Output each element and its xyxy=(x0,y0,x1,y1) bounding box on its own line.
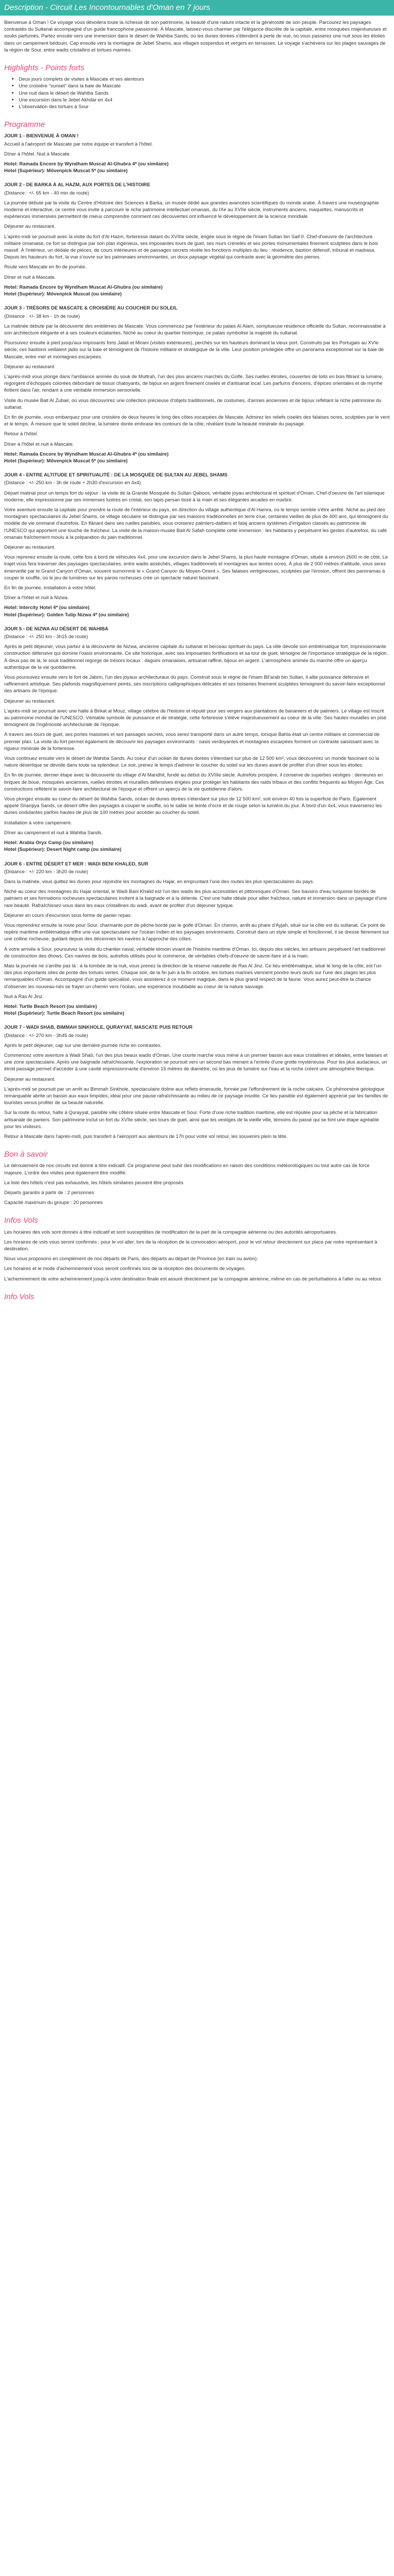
day-paragraph: Déjeuner au restaurant. xyxy=(4,363,56,369)
day-paragraph: Vous reprenez ensuite la route, cette fois à bord de véhicules 4x4, pour une excursion dans le Jebel Shams, la plus haute montagne d'Oman, située à environ 2600 m de côté. Le trajet vous fera traverser des paysages spectaculaires, entre wadis asséchés, villages traditionnels et montagnes aux teintes ocres. À plus de 2 000 mètres d'altitude, vous serez émerveillé par le Grand Canyon d'Oman, souvent surnommé le « Grand Canyon du Moyen-Orient ». Ses falaises vertigineuses, sculptées par l'érosion, offrent des panoramas à couper le souffle, où le jeu de lumières sur les parois rocheuses crée un spectacle naturel fascinant. xyxy=(4,554,388,580)
content xyxy=(0,16,394,1311)
day-hotel-superieur: Hotel (Supérieur): Desert Night camp (ou similaire) xyxy=(4,846,122,852)
day-title: JOUR 3 - TRÉSORS DE MASCATE & CROISIÈRE AU COUCHER DU SOLEIL xyxy=(4,305,178,311)
highlight-item: • Deux jours complets de visites à Mascate et ses alentours xyxy=(19,75,390,82)
day-title: JOUR 2 - DE BARKA À AL HAZM, AUX PORTES DE L'HISTOIRE xyxy=(4,182,151,188)
day-paragraph: Retour à Mascate dans l'après-midi, puis transfert à l'aéroport aux alentours de 17h pour votre vol retour, les souvenirs plein la tête. xyxy=(4,1133,288,1139)
day-paragraph: Dîner à l'hôtel et nuit à Mascate. xyxy=(4,441,74,447)
infos-vols-heading: Infos Vols xyxy=(4,1216,38,1225)
day-title: JOUR 5 - DE NIZWA AU DÉSERT DE WAHIBA xyxy=(4,625,109,631)
bon-a-savoir-paragraph: Capacité maximum du groupe : 20 personnes xyxy=(4,1199,103,1206)
day-block xyxy=(4,304,390,464)
day-paragraph: (Distance : +/- 270 km - 3h45 de route) xyxy=(4,1032,88,1038)
day-hotel: Hotel: Intercity Hotel 4* (ou similaire) xyxy=(4,604,90,611)
description-banner xyxy=(0,0,394,16)
day-paragraph: Vous poursuivez ensuite vers le fort de Jabrin, l'un des joyaux architecturaux du pays. Construit sous le règne de l'imam Bil'arab bin Sultan, il allie puissance défensive et raffinement artistique. Ses plafonds magnifiquement peints, ses inscriptions calligraphiques délicates et ses boiseries finement sculptées témoignent du savoir-faire exceptionnel des artisans de l'époque. xyxy=(4,674,385,694)
day-paragraph: (Distance : +/- 250 km - 3h de route + 2h30 d'excursion en 4x4) xyxy=(4,480,141,486)
highlight-item: • L'observation des tortues à Sour xyxy=(19,103,390,110)
bon-a-savoir-section xyxy=(4,1162,390,1206)
day-block xyxy=(4,132,390,174)
day-paragraph: Sur la route du retour, halte à Qurayyat, paisible ville côtière située entre Mascate et Sour. Forte d'une riche tradition maritime, elle est réputée pour sa pêche et la fabrication artisanale de paniers. Son patrimoine inclut un fort du XVIIe siècle, ses tours de guet, ainsi que les vestiges de la vieille ville, témoins du passé qui se font une étape agréable pour les visiteurs. xyxy=(4,1109,379,1129)
programme-heading: Programme xyxy=(4,120,45,130)
infos-vols-section xyxy=(4,1228,390,1282)
day-paragraph: Mais la journée ne s'arrête pas là : à la tombée de la nuit, vous prenez la direction de la réserve naturelle de Ras Al Jinz. Ce lieu emblématique, situé le long de la côte, est l'un des plus importants sites de ponte des tortues vertes. Chaque soir, de la fin juin à la fin octobre, les tortues marines viennent pondre leurs œufs sur l'une des plages les plus remarquables d'Oman. Accompagné d'un guide spécialisé, vous assisterez à ce moment magique, dans le plus grand respect de la faune. Vous aurez peut-être la chance d'observer les nouveau-nés se frayer un chemin vers l'océan, une expérience inoubliable au coeur de la nature sauvage. xyxy=(4,962,382,989)
day-hotel-superieur: Hotel (Supérieur): Turtle Beach Resort (ou similaire) xyxy=(4,1010,125,1016)
day-paragraph: Retour à l'hôtel. xyxy=(4,431,38,437)
day-block xyxy=(4,1024,390,1140)
day-title: JOUR 4 - ENTRE ALTITUDE ET SPIRITUALITÉ : DE LA MOSQUÉE DE SULTAN AU JEBEL SHAMS xyxy=(4,472,228,478)
day-paragraph: Déjeuner au restaurant. xyxy=(4,1076,56,1082)
infos-vols-paragraph: Les horaires des vols sont donnés à titre indicatif et sont susceptibles de modification de la part de la compagnie aérienne ou des autorités aéroportuaires. xyxy=(4,1228,337,1235)
bon-a-savoir-paragraph: La liste des hôtels n'est pas exhaustive, les hôtels similaires peuvent être proposés xyxy=(4,1179,183,1185)
day-paragraph: Dîner au campement et nuit à Wahiba Sands. xyxy=(4,829,103,835)
highlight-item: • Une excursion dans le Jebel Akhdar en 4x4 xyxy=(19,96,390,103)
day-paragraph: À votre arrivée à Sour, poursuivez la visite du chantier naval, véritable témoin vivant de l'histoire maritime d'Oman. Ici, depuis des siècles, les artisans perpétuent l'art traditionnel de construction des dhows. Ces navires de bois, autrefois utilisés pour le commerce, de véritables chefs-d'oeuvre de savoir-faire et à la main. xyxy=(4,946,386,959)
day-hotel: Hotel: Ramada Encore by Wyndham Muscat Al-Ghubra 4* (ou similaire) xyxy=(4,450,169,457)
intro-paragraph: Bienvenue à Oman ! Ce voyage vous dévoilera toute la richesse de son patrimoine, la beauté d'une nature intacte et la générosité de son peuple. Parcourez les paysages contrastés du Sultanat accompagné d'un guide francophone passionné. À Mascate, laissez-vous charmer par l'élégance discrète de la capitale, entre mosquées majestueuses et souks parfumés. Partez ensuite vers une immersion dans le désert de Wahiba Sands, où les dunes dorées s'étendent à perte de vue, où vous passerez une nuit sous les étoiles dans un campement bédouin. Cap ensuite vers la montagne de Jebel Shams, aux villages suspendus et vergers en terrasses. Le voyage s'achèvera sur les plages sauvages de la région de Sour, entre wadis cristallins et tortues marines. xyxy=(4,19,387,53)
day-paragraph: Niché au coeur des montagnes du Hajar oriental, le Wadi Bani Khalid est l'un des wadis les plus accessibles et pittoresques d'Oman. Ses bassins d'eau turquoise bordés de palmiers et ses formations rocheuses spectaculaires invitent à la baignade et à la détente. C'est une halte idéale pour allier fraîcheur, nature et immersion dans un paysage d'une rare beauté. Rafraîchissez-vous dans les eaux cristallines du wadi, avant de profiter d'un déjeuner typique. xyxy=(4,888,387,908)
day-hotel: Hotel: Ramada Encore by Wyndham Muscat Al-Ghubra (ou similaire) xyxy=(4,283,163,290)
day-hotel-superieur: Hotel (Supérieur): Golden Tulip Nizwa 4* (ou similaire) xyxy=(4,611,129,617)
day-block xyxy=(4,471,390,618)
day-paragraph: (Distance : +/- 65 km - 40 min de route) xyxy=(4,189,89,196)
day-paragraph: Commencez votre aventure à Wadi Shab, l'un des plus beaux wadis d'Oman. Une courte marche vous mène à un premier bassin aux eaux cristallines et idéales, entre falaises et une zone spectaculaire. Après une baignade rafraîchissante, l'exploration se poursuit vers un second bas menant à l'entrée d'une grotte mystérieuse. Pour les plus audacieux, un étroit passage permet d'accéder à une cavité impressionnante d'environ 15 mètres de diamètre, où les jeux de lumière sur l'eau et la roche créent une atmosphère féerique. xyxy=(4,1052,388,1072)
day-paragraph: L'après-midi se poursuit par un arrêt au Bimmah Sinkhole, spectaculaire doline aux reflets émeraude, formée par l'effondrement de la roche calcaire. Ce phénomène géologique remarquable abrite un bassin aux eaux limpides, idéal pour une pause rafraîchissante au milieu de ce paysage insolite. Ce lieu paisible est également apprécié par les familles de touristes venus profiter de sa beauté naturelle. xyxy=(4,1085,388,1106)
day-hotel: Hotel: Turtle Beach Resort (ou similaire) xyxy=(4,1003,97,1009)
day-hotel-superieur: Hotel (Supérieur): Mövenpick Muscat (ou similaire) xyxy=(4,291,122,297)
banner-title: Description - Circuit Les Incontournables d'Oman en 7 jours xyxy=(4,3,211,12)
day-paragraph: À travers ses tours de guet, ses portes massives et ses passages secrets, vous serez transporté dans un autre temps, lorsque Bahla était un centre militaire et commercial de premier plan. La visite du fort permet également de découvrir les paysages environnants : oasis verdoyantes et montagnes escarpées forment un contraste saisissant avec la rigueur minérale de la forteresse. xyxy=(4,731,380,751)
day-hotel: Hotel: Ramada Encore by Wyndham Muscat Al-Ghubra 4* (ou similaire) xyxy=(4,161,169,167)
day-hotel-superieur: Hotel (Supérieur): Mövenpick Muscat 5* (ou similaire) xyxy=(4,457,128,463)
day-paragraph: Après le petit déjeuner, cap sur une dernière journée riche en contrastes. xyxy=(4,1042,162,1048)
day-paragraph: La journée débute par la visite du Centre d'Histoire des Sciences à Barka, un musée dédié aux grandes avancées scientifiques du monde arabe. À travers une muséographie moderne et interactive, ce centre vous invite à parcourir le riche patrimoine intellectuel omanais, du IXe au XVIIe siècle, instruments anciens, maquettes, manuscrits et expériences immersives permettent de mieux comprendre comment ces découvertes ont influencé le développement de la science mondiale. xyxy=(4,199,379,219)
day-paragraph: En fin de journée, installation à votre hôtel. xyxy=(4,585,97,590)
day-paragraph: Dîner et nuit à Mascate. xyxy=(4,274,56,280)
day-paragraph: Visite du musée Bait Al Zubair, où vous découvrirez une collection précieuse d'objets traditionnels, de costumes, d'armes anciennes et de bijoux reflétant la riche patrimoine du sultanat. xyxy=(4,397,382,410)
programme-days xyxy=(4,132,390,1140)
day-paragraph: Vous continuez ensuite vers le désert de Wahiba Sands. Au coeur d'un océan de dunes dorées s'étendant sur plus de 12 500 km², vous découvrirez un monde fascinant où la nature désertique se dévoile dans toute sa splendeur. Le soir, prenez le temps d'admirer le coucher du soleil sur les dunes avant de profiter d'un dîner sous les étoiles. xyxy=(4,755,379,768)
day-paragraph: L'après-midi se poursuit avec la visite du fort d'Al Hazm, forteresse datant du XVIIIe siècle, érigée sous le règne de l'imam Sultan bin Saif II. Chef-d'oeuvre de l'architecture militaire omanaise, ce fort se distingue par son plan ingénieux, ses imposantes tours de guet, ses murs crénelés et ses portes monumentales finement sculptées dans le bois massif. À l'intérieur, un dédale de pièces, de cours intérieures et de passages secrets révèle les fonctions multiples du lieu : résidence, bastion défensif, tribunal et madrasa. Depuis les hauteurs du fort, la vue s'ouvre sur les palmeraies environnantes, un doux paysage végétal qui contraste avec la géométrie des pierres. xyxy=(4,233,378,260)
day-paragraph: Déjeuner en cours d'excursion sous forme de panier repas. xyxy=(4,912,132,918)
day-paragraph: Dîner à l'hôtel. Nuit à Mascate. xyxy=(4,150,71,157)
infos-vols-paragraph: L'acheminement de votre acheminement jusqu'à votre destination finale est assuré directement par la compagnie aérienne, même en cas de perturbations à l'aller ou au retour. xyxy=(4,1275,383,1281)
day-paragraph: L'après-midi vous plonge dans l'ambiance animée du souk de Muttrah, l'un des plus anciens marchés du Golfe. Ses ruelles étroites, couvertes de toits en bois filtrant la lumière, regorgent d'échoppes colorées débordant de tissus chatoyants, de bijoux en argent finement ciselés et d'artisanat local. Les parfums d'encens, d'épices orientales et de myrrhe flottent dans l'air, rendant à une véritable immersion sensorielle. xyxy=(4,373,384,393)
day-paragraph: Vous plongez ensuite au coeur du désert de Wahiba Sands, océan de dunes dorées s'étendant sur plus de 12 500 km², soit environ 40 fois la superficie de Paris. Également appelé Sharqiya Sands, ce désert offre des paysages à couper le souffle, où le sable se teinte d'ocre et de rouge selon la lumière du jour. À bord d'un 4x4, vous traverserez les dunes ondulantes parfois hautes de plus de 100 mètres pour accéder au coucher du soleil. xyxy=(4,796,382,815)
day-paragraph: En fin de journée, dernier étape avec la découverte du village d'Al Mandhil, fondé au début du XVIIIe siècle. Autrefois prospère, il conserve de superbes vestiges : demeures en briques de boue, mosquées anciennes, ruelles étroites et murailles défensives érigées pour protéger les habitants des raids tribaux et des conflits fréquents au Moyen Âge. Ces constructions reflètent le savoir-faire architectural de l'époque et offrent un aperçu de la vie quotidienne d'alors. xyxy=(4,772,384,792)
day-paragraph: (Distance : +/- 38 km - 1h de route) xyxy=(4,313,80,319)
day-paragraph: Poursuivez ensuite à pied jusqu'aux imposants forts Jalali et Mirani (visites extérieures), perchés sur les hauteurs dominant la vieux port. Construits par les Portugais au XVIe siècle, ces bastions veillaient jadis sur la baie et témoignent de l'histoire militaire et stratégique de la ville. Leur position privilégiée offre un panorama exceptionnel sur la baie de Mascate, entre mer et montagnes escarpées. xyxy=(4,340,384,359)
day-paragraph: L'après-midi se poursuit avec une halte à Birkat al Mouz, village célèbre de l'histoire et réputé pour ses vergers aux plantations de bananiers et de palmiers. Le village est inscrit au patrimoine mondial de l'UNESCO. Véritable symbole de puissance et de stratégie, cette forteresse s'élève majestueusement au coeur de la ville. Ses hautes murailles en pisé témoignent de l'ingéniosité architecturale de l'époque. xyxy=(4,707,387,728)
day-paragraph: Accueil à l'aéroport de Mascate par notre équipe et transfert à l'hôtel. xyxy=(4,140,153,147)
day-paragraph: Votre aventure ensuite la capitale pour prendre la route de l'intérieur du pays, en direction du village authentique d'Al Hamra, où le temps semble s'être arrêté. Niché au pied des montagnes spectaculaires du Jebel Shams, ce village séculaire se distingue par ses maisons traditionnelles en terre crue, certaines vieilles de plus de 400 ans, qui témoignent du modèle de vie ommané d'autrefois. En flânant dans ses ruelles paisibles, vous croiserez palmiers-dattiers et falaj anciens systèmes d'irrigation classés au patrimoine de l'UNESCO qui apportent une touche de fraîcheur. La visite de la maison-musée Bait Al Safah complète cette immersion : les habitants y perpétuent les gestes d'autrefois, du café omanais fraîchement moulu à la préparation du pain traditionnel. xyxy=(4,506,388,540)
day-title: JOUR 7 - WADI SHAB, BIMMAH SINKHOLE, QURAYYAT, MASCATE PUIS RETOUR xyxy=(4,1024,193,1030)
day-paragraph: Dans la matinée, vous quittez les dunes pour rejoindre les montagnes du Hajar, en empruntant l'une des routes les plus spectaculaires du pays. xyxy=(4,878,314,884)
day-paragraph: Vous reprendrez ensuite la route pour Sour, charmante port de pêche bordé par le golfe d'Oman. En chemin, arrêt au phare d'Ayjah, situé sur la côte est du sultanat. Ce point de repère maritime emblématique offre une vue spectaculaire sur l'océan Indien et les paysages environnants. Construit dans un style simple et fonctionnel, il se dresse fièrement sur une colline rocheuse, guidant depuis des décennies les navires à l'approche des côtes. xyxy=(4,922,389,942)
day-hotel: Hotel: Arabia Oryx Camp (ou similaire) xyxy=(4,839,94,846)
day-paragraph: La matinée débute par la découverte des emblèmes de Mascate. Vous commencez par l'extérieur du palais Al Alam, somptueuse résidence officielle du Sultan, reconnaissable à son architecture élégante et à ses couleurs éclatantes. Niché au coeur du quartier historique, ce palais symbolise la majesté du sultanat. xyxy=(4,322,386,335)
day-paragraph: (Distance : +/- 220 km - 3h20 de route) xyxy=(4,868,88,874)
day-paragraph: Nuit à Ras Al Jinz. xyxy=(4,993,44,999)
day-hotel-superieur: Hotel (Supérieur): Mövenpick Muscat 5* (ou similaire) xyxy=(4,167,128,174)
day-title: JOUR 6 - ENTRE DÉSERT ET MER : WADI BENI KHALED, SUR xyxy=(4,860,149,866)
bon-a-savoir-paragraph: Le déroulement de nos circuits est donné à titre indicatif. Ce programme peut subir des modifications en raison des conditions météorologiques ou tout autre cas de force majeure. L'ordre des visites peut également être modifié. xyxy=(4,1162,370,1175)
day-paragraph: Route vers Mascate en fin de journée. xyxy=(4,264,87,270)
day-block xyxy=(4,860,390,1017)
day-paragraph: Départ matinal pour un temps fort du séjour : la visite de la Grande Mosquée du Sultan Qaboos, véritable joyau architectural et spirituel d'Oman. Chef-d'oeuvre de l'art islamique moderne, elle impressionne par ses immenses lustres en cristal, son tapis persan tissé à la main et ses élégantes arcades en marbre. xyxy=(4,489,385,502)
day-paragraph: Après le petit déjeuner, vous partez à la découverte de Nizwa, ancienne capitale du sultanat et berceau spirituel du pays. La ville dévoile son emblématique fort, impressionnante construction défensive qui domine l'oasis environnante. Ce site historique, avec ses imposantes fortifications et sa tour de guet, témoigne de l'importance stratégique de la région. À deux pas de là, le souk traditionnel regorge de trésors locaux : dagues omanaises, artisanat raffiné, bijoux en argent. L'atmosphère animée du marché offre un aperçu authentique de la vie quotidienne. xyxy=(4,643,388,670)
highlights-heading: Highlights - Points forts xyxy=(4,63,85,73)
intro-section xyxy=(4,19,390,53)
day-paragraph: Déjeuner au restaurant. xyxy=(4,543,56,550)
infos-vols-paragraph: Les horaires de vols vous seront confirmés : pour le vol aller, lors de la réception de la convocation aéroport, pour le vol retour directement sur place par notre représentant à destination. xyxy=(4,1238,377,1252)
day-block xyxy=(4,625,390,853)
day-paragraph: (Distance : +/- 250 km - 3h15 de route) xyxy=(4,633,88,640)
bon-a-savoir-heading: Bon à savoir xyxy=(4,1150,48,1159)
highlights-list xyxy=(4,75,390,110)
day-paragraph: Déjeuner au restaurant. xyxy=(4,697,56,704)
highlight-item: • Une nuit dans le désert de Wahiba Sands xyxy=(19,89,390,96)
highlight-item: • Une croisière "sunset" dans la baie de Mascate xyxy=(19,82,390,89)
day-title: JOUR 1 - BIENVENUE À OMAN ! xyxy=(4,133,79,139)
day-paragraph: Installation à votre campement. xyxy=(4,819,72,825)
day-paragraph: Déjeuner au restaurant. xyxy=(4,223,56,229)
infos-vols-paragraph: Nous vous proposons en complément de nos départs de Paris, des départs au départ de Province (en train ou avion). xyxy=(4,1255,258,1262)
day-block xyxy=(4,181,390,297)
info-vols-footer-heading: Info Vols xyxy=(4,1292,34,1301)
bon-a-savoir-paragraph: Départs garantis à partir de : 2 personnes xyxy=(4,1189,95,1196)
day-paragraph: Dîner à l'hôtel et nuit à Nizwa. xyxy=(4,594,69,601)
day-paragraph: En fin de journée, vous embarquez pour une croisière de deux heures le long des côtes escarpées de Mascate. Admirez les reliefs ciselés des falaises ocres, sculptées par le vent et le temps. À mesure que le soleil décline, la lumière dorée embrase les contours de la côte, révélant toute la beauté minérale du paysage. xyxy=(4,413,390,427)
infos-vols-paragraph: Les horaires et le mode d'acheminement vous seront confirmés lors de la réception des documents de voyages. xyxy=(4,1265,246,1272)
